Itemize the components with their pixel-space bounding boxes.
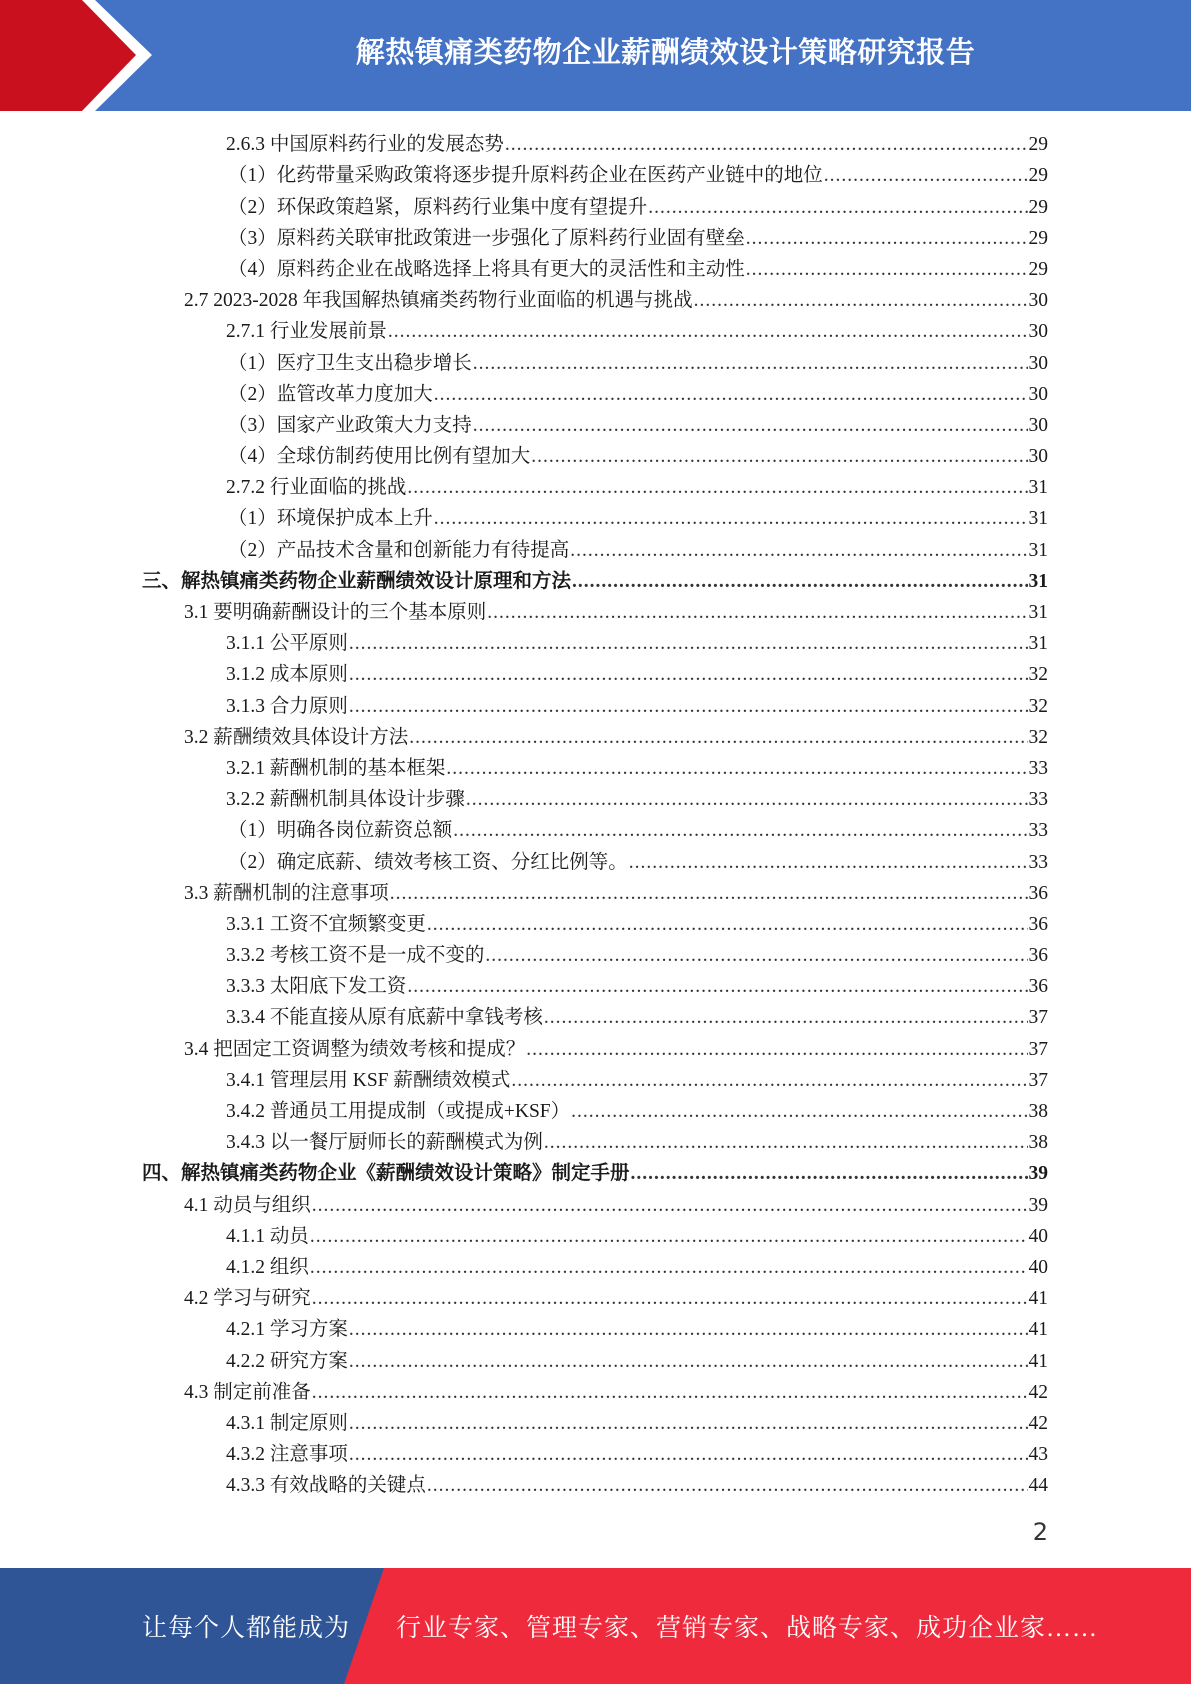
toc-entry-title: 2.7 2023-2028 年我国解热镇痛类药物行业面临的机遇与挑战 [184,290,693,312]
toc-entry-title: （4）原料药企业在战略选择上将具有更大的灵活性和主动性 [228,258,745,280]
toc-entry-title: 4.2 学习与研究 [184,1288,311,1310]
toc-entry[interactable] [142,1249,1048,1280]
toc-dot-leader [434,507,1028,531]
toc-entry-page: 30 [1028,383,1048,405]
toc-entry-page: 30 [1028,321,1048,343]
toc-entry[interactable] [142,1186,1048,1217]
toc-dot-leader [544,1131,1028,1155]
toc-entry[interactable] [142,344,1048,375]
toc-dot-leader [526,1038,1027,1062]
toc-entry[interactable] [142,188,1048,219]
toc-entry[interactable] [142,1436,1048,1467]
toc-entry[interactable] [142,282,1048,313]
toc-entry-title: 3.1.2 成本原则 [226,664,348,686]
toc-dot-leader [310,1225,1028,1249]
toc-entry-title: （3）国家产业政策大力支持 [228,414,472,436]
report-title: 解热镇痛类药物企业薪酬绩效设计策略研究报告 [355,34,976,69]
toc-entry-title: 4.3.3 有效战略的关键点 [226,1475,426,1497]
toc-entry-page: 37 [1028,1038,1048,1060]
toc-entry-page: 31 [1028,477,1048,499]
toc-dot-leader [824,164,1028,188]
toc-entry-title: 3.1 要明确薪酬设计的三个基本原则 [184,602,487,623]
toc-entry-page: 31 [1028,602,1048,623]
toc-entry[interactable] [142,563,1048,594]
toc-entry-page: 30 [1028,290,1048,312]
toc-dot-leader [349,663,1028,687]
toc-entry-title: （1）明确各岗位薪资总额 [228,820,453,842]
toc-entry-title: 3.2.2 薪酬机制具体设计步骤 [226,789,465,811]
toc-entry-page: 29 [1028,196,1048,218]
toc-dot-leader [349,695,1028,719]
toc-dot-leader [349,1443,1028,1467]
toc-dot-leader [694,289,1028,313]
toc-entry-title: 4.2.1 学习方案 [226,1319,348,1341]
toc-entry-title: 3.3.1 工资不宜频繁变更 [226,913,426,935]
toc-dot-leader [349,1350,1028,1374]
toc-entry-page: 38 [1028,1132,1048,1154]
toc-dot-leader [409,726,1027,750]
toc-dot-leader [746,258,1028,282]
toc-entry-page: 30 [1028,352,1048,374]
toc-entry-title: 三、解热镇痛类药物企业薪酬绩效设计原理和方法 [142,570,572,592]
toc-entry-page: 37 [1028,1069,1048,1091]
toc-entry-page: 39 [1028,1163,1048,1185]
toc-entry-title: （2）环保政策趋紧，原料药行业集中度有望提升 [228,196,648,218]
toc-entry-title: （1）医疗卫生支出稳步增长 [228,352,472,374]
toc-entry-page: 29 [1028,165,1048,187]
toc-entry-page: 43 [1028,1444,1048,1466]
toc-entry[interactable] [142,1405,1048,1436]
toc-entry-title: 3.3.2 考核工资不是一成不变的 [226,945,485,967]
toc-dot-leader [629,851,1028,875]
toc-entry[interactable] [142,1374,1048,1405]
page-footer [0,1568,1191,1684]
toc-dot-leader [312,1287,1028,1311]
toc-entry-page: 38 [1028,1101,1048,1122]
toc-entry-page: 33 [1028,851,1048,873]
toc-dot-leader [312,1381,1028,1405]
toc-entry[interactable] [142,594,1048,625]
toc-entry-title: 4.2.2 研究方案 [226,1350,348,1372]
toc-entry-page: 31 [1028,539,1048,561]
toc-entry-title: （3）原料药关联审批政策进一步强化了原料药行业固有壁垒 [228,227,745,249]
toc-entry-page: 32 [1028,726,1048,748]
toc-entry-page: 31 [1028,633,1048,655]
toc-dot-leader [485,944,1027,968]
toc-entry[interactable] [142,220,1048,251]
toc-entry-page: 32 [1028,664,1048,686]
toc-entry[interactable] [142,1342,1048,1373]
toc-dot-leader [349,1412,1028,1436]
toc-entry[interactable] [142,1124,1048,1155]
toc-entry-title: 3.4.3 以一餐厅厨师长的薪酬模式为例 [226,1132,543,1154]
toc-dot-leader [473,414,1028,438]
toc-entry-page: 39 [1028,1194,1048,1216]
toc-entry-page: 31 [1028,508,1048,530]
toc-dot-leader [349,632,1028,656]
toc-entry-title: 2.6.3 中国原料药行业的发展态势 [226,134,504,156]
toc-dot-leader [648,196,1027,220]
toc-dot-leader [407,975,1027,999]
toc-dot-leader [312,1194,1028,1218]
toc-dot-leader [427,1474,1028,1498]
toc-entry-title: 3.3 薪酬机制的注意事项 [184,882,389,904]
toc-entry-page: 32 [1028,695,1048,717]
toc-entry-title: （1）环境保护成本上升 [228,508,433,530]
toc-entry[interactable] [142,719,1048,750]
toc-dot-leader [746,227,1028,251]
toc-entry-title: 3.3.4 不能直接从原有底薪中拿钱考核 [226,1007,543,1029]
toc-dot-leader [531,445,1027,469]
toc-dot-leader [390,882,1028,906]
toc-entry[interactable] [142,251,1048,282]
toc-dot-leader [446,757,1027,781]
toc-dot-leader [388,320,1028,344]
toc-dot-leader [473,352,1028,376]
toc-dot-leader [571,1100,1027,1124]
toc-entry-title: 3.4.1 管理层用 KSF 薪酬绩效模式 [226,1069,511,1091]
toc-entry[interactable] [142,438,1048,469]
toc-dot-leader [466,788,1028,812]
toc-entry[interactable] [142,812,1048,843]
toc-dot-leader [511,1069,1027,1093]
toc-entry-title: 3.2 薪酬绩效具体设计方法 [184,726,409,748]
toc-entry-title: 4.3.1 制定原则 [226,1412,348,1434]
toc-entry-page: 29 [1028,227,1048,249]
toc-entry-page: 41 [1028,1319,1048,1341]
toc-dot-leader [544,1006,1028,1030]
toc-entry[interactable] [142,781,1048,812]
toc-entry-page: 31 [1028,570,1048,592]
toc-entry[interactable] [142,687,1048,718]
toc-entry-title: 2.7.2 行业面临的挑战 [226,477,407,499]
toc-entry-page: 30 [1028,414,1048,436]
toc-entry-title: （4）全球仿制药使用比例有望加大 [228,446,531,468]
toc-entry-page: 41 [1028,1288,1048,1310]
toc-entry-title: 3.1.1 公平原则 [226,633,348,655]
toc-entry-page: 29 [1028,134,1048,156]
toc-entry-page: 41 [1028,1350,1048,1372]
toc-entry-page: 36 [1028,976,1048,998]
toc-entry[interactable] [142,625,1048,656]
toc-entry[interactable] [142,1218,1048,1249]
toc-entry-page: 29 [1028,258,1048,280]
toc-dot-leader [505,133,1028,157]
toc-entry-page: 42 [1028,1412,1048,1434]
toc-entry[interactable] [142,968,1048,999]
footer-slogan-right: 行业专家、管理专家、营销专家、战略专家、成功企业家…… [396,1615,1099,1642]
page-header [0,0,1191,111]
toc-entry-page: 33 [1028,789,1048,811]
toc-entry[interactable] [142,376,1048,407]
toc-entry-title: 4.1 动员与组织 [184,1194,311,1216]
toc-entry-title: （2）监管改革力度加大 [228,383,433,405]
toc-entry-title: 4.1.2 组织 [226,1256,309,1278]
toc-entry[interactable] [142,843,1048,874]
toc-entry-title: 3.4 把固定工资调整为绩效考核和提成？ [184,1038,526,1060]
toc-entry[interactable] [142,937,1048,968]
toc-entry[interactable] [142,500,1048,531]
toc-entry[interactable] [142,157,1048,188]
toc-entry-title: 四、解热镇痛类药物企业《薪酬绩效设计策略》制定手册 [142,1163,630,1185]
toc-entry-title: （2）确定底薪、绩效考核工资、分红比例等。 [228,851,628,873]
toc-dot-leader [572,570,1027,594]
toc-entry[interactable] [142,906,1048,937]
toc-entry[interactable] [142,1093,1048,1124]
toc-dot-leader [631,1162,1028,1186]
toc-entry[interactable] [142,750,1048,781]
toc-entry[interactable] [142,313,1048,344]
toc-entry-page: 33 [1028,820,1048,842]
toc-entry-title: 3.2.1 薪酬机制的基本框架 [226,757,446,779]
toc-dot-leader [407,476,1027,500]
toc-entry-page: 40 [1028,1256,1048,1278]
toc-dot-leader [570,539,1027,563]
toc-entry[interactable] [142,1467,1048,1498]
toc-entry[interactable] [142,1030,1048,1061]
toc-entry[interactable] [142,531,1048,562]
toc-entry-title: 4.3 制定前准备 [184,1381,311,1403]
toc-entry[interactable] [142,407,1048,438]
toc-entry[interactable] [142,999,1048,1030]
toc-entry-title: （1）化药带量采购政策将逐步提升原料药企业在医药产业链中的地位 [228,165,823,187]
table-of-contents [142,126,1048,1498]
toc-dot-leader [310,1256,1028,1280]
toc-dot-leader [427,913,1028,937]
toc-entry[interactable] [142,1311,1048,1342]
page-number: 2 [1032,1518,1048,1546]
toc-entry[interactable] [142,126,1048,157]
toc-entry-title: 3.4.2 普通员工用提成制（或提成+KSF） [226,1101,571,1122]
toc-entry-title: 3.1.3 合力原则 [226,695,348,717]
toc-entry-page: 33 [1028,757,1048,779]
toc-dot-leader [453,819,1027,843]
toc-entry-page: 30 [1028,446,1048,468]
toc-entry[interactable] [142,1062,1048,1093]
toc-entry-page: 36 [1028,945,1048,967]
toc-entry-title: 2.7.1 行业发展前景 [226,321,387,343]
toc-entry-title: 4.1.1 动员 [226,1225,309,1247]
toc-entry[interactable] [142,1155,1048,1186]
toc-entry-page: 37 [1028,1007,1048,1029]
toc-entry-title: 3.3.3 太阳底下发工资 [226,976,407,998]
toc-entry-page: 42 [1028,1381,1048,1403]
toc-entry[interactable] [142,1280,1048,1311]
toc-entry-page: 36 [1028,882,1048,904]
toc-dot-leader [487,601,1027,625]
toc-dot-leader [434,383,1028,407]
toc-entry[interactable] [142,656,1048,687]
toc-dot-leader [349,1318,1028,1342]
toc-entry-page: 36 [1028,913,1048,935]
toc-entry-title: 4.3.2 注意事项 [226,1444,348,1466]
footer-slogan-left: 让每个人都能成为 [142,1615,351,1642]
toc-entry-title: （2）产品技术含量和创新能力有待提高 [228,539,570,561]
toc-entry-page: 44 [1028,1475,1048,1497]
toc-entry-page: 40 [1028,1225,1048,1247]
toc-entry[interactable] [142,875,1048,906]
toc-entry[interactable] [142,469,1048,500]
